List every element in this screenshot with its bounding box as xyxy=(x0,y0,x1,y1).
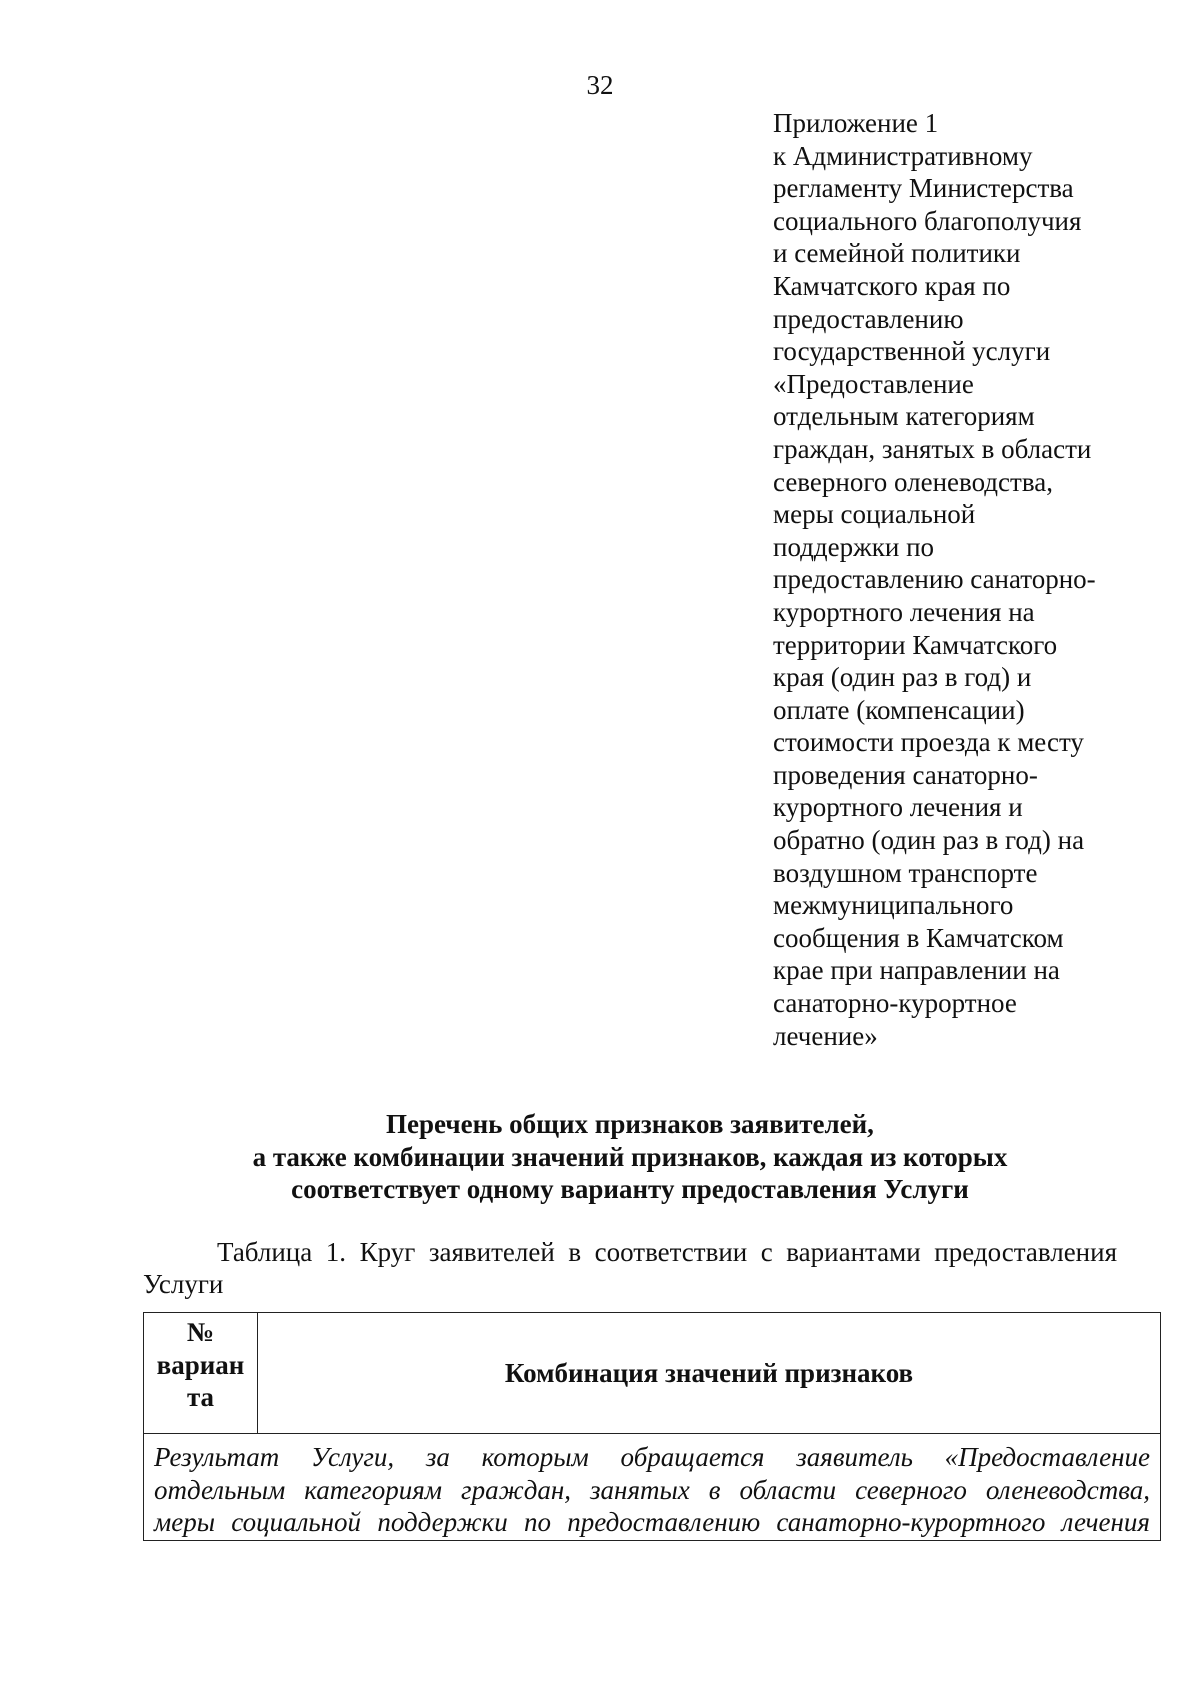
appendix-line: курортного лечения на xyxy=(773,596,1035,627)
appendix-line: санаторно-курортное xyxy=(773,988,1017,1019)
header-variant-line: та xyxy=(186,1382,215,1412)
appendix-line: поддержки по xyxy=(773,531,935,562)
result-line: меры социальной поддержки по предоставлению санаторно-курортного лечения xyxy=(154,1507,1150,1537)
appendix-line: воздушном транспорте xyxy=(773,857,1038,888)
header-variant-line: № xyxy=(186,1317,215,1347)
document-title xyxy=(0,1108,1200,1206)
result-line: отдельным категориям граждан, занятых в области северного оленеводства, xyxy=(154,1474,1150,1505)
table-header-row xyxy=(144,1313,1160,1434)
appendix-line: отдельным категориям xyxy=(773,401,1035,432)
appendix-line: предоставлению санаторно- xyxy=(773,564,1096,595)
title-line: Перечень общих признаков заявителей, xyxy=(386,1109,874,1139)
page-number: 32 xyxy=(586,70,614,100)
appendix-line: к Административному xyxy=(773,140,1033,171)
appendix-line: Приложение 1 xyxy=(773,108,939,138)
title-line: соответствует одному варианту предоставления Услуги xyxy=(291,1174,969,1204)
appendix-line: межмуниципального xyxy=(773,890,1014,921)
appendix-line: оплате (компенсации) xyxy=(773,694,1025,725)
title-line: а также комбинации значений признаков, каждая из которых xyxy=(252,1141,1008,1172)
result-line: Результат Услуги, за которым обращается заявитель «Предоставление xyxy=(154,1442,1150,1472)
appendix-line: регламенту Министерства xyxy=(773,173,1074,204)
appendix-line: стоимости проезда к месту xyxy=(773,727,1084,758)
appendix-block xyxy=(773,107,1133,1052)
header-combination: Комбинация значений признаков xyxy=(504,1357,914,1388)
appendix-line: территории Камчатского xyxy=(773,629,1058,660)
appendix-line: курортного лечения и xyxy=(773,792,1023,823)
appendix-line: крае при направлении на xyxy=(773,955,1060,986)
table-caption: Таблица 1. Круг заявителей в соответствии с вариантами предоставления Услуги xyxy=(143,1237,1117,1299)
appendix-line: сообщения в Камчатском xyxy=(773,922,1064,953)
appendix-line: северного оленеводства, xyxy=(773,466,1053,497)
appendix-line: социального благополучия xyxy=(773,205,1082,236)
appendix-line: Камчатского края по xyxy=(773,270,1011,301)
header-variant-number xyxy=(144,1313,258,1433)
appendix-line: граждан, занятых в области xyxy=(773,433,1092,464)
table-result-row xyxy=(144,1434,1160,1540)
applicants-table xyxy=(143,1312,1161,1541)
header-variant-line: вариан xyxy=(156,1349,245,1380)
appendix-line: лечение» xyxy=(773,1020,878,1051)
appendix-line: «Предоставление xyxy=(773,368,974,399)
appendix-line: меры социальной xyxy=(773,499,976,530)
appendix-line: обратно (один раз в год) на xyxy=(773,825,1085,856)
appendix-line: и семейной политики xyxy=(773,238,1021,269)
appendix-line: края (один раз в год) и xyxy=(773,662,1032,693)
appendix-line: государственной услуги xyxy=(773,336,1051,367)
appendix-line: предоставлению xyxy=(773,303,964,334)
appendix-line: проведения санаторно- xyxy=(773,759,1038,790)
